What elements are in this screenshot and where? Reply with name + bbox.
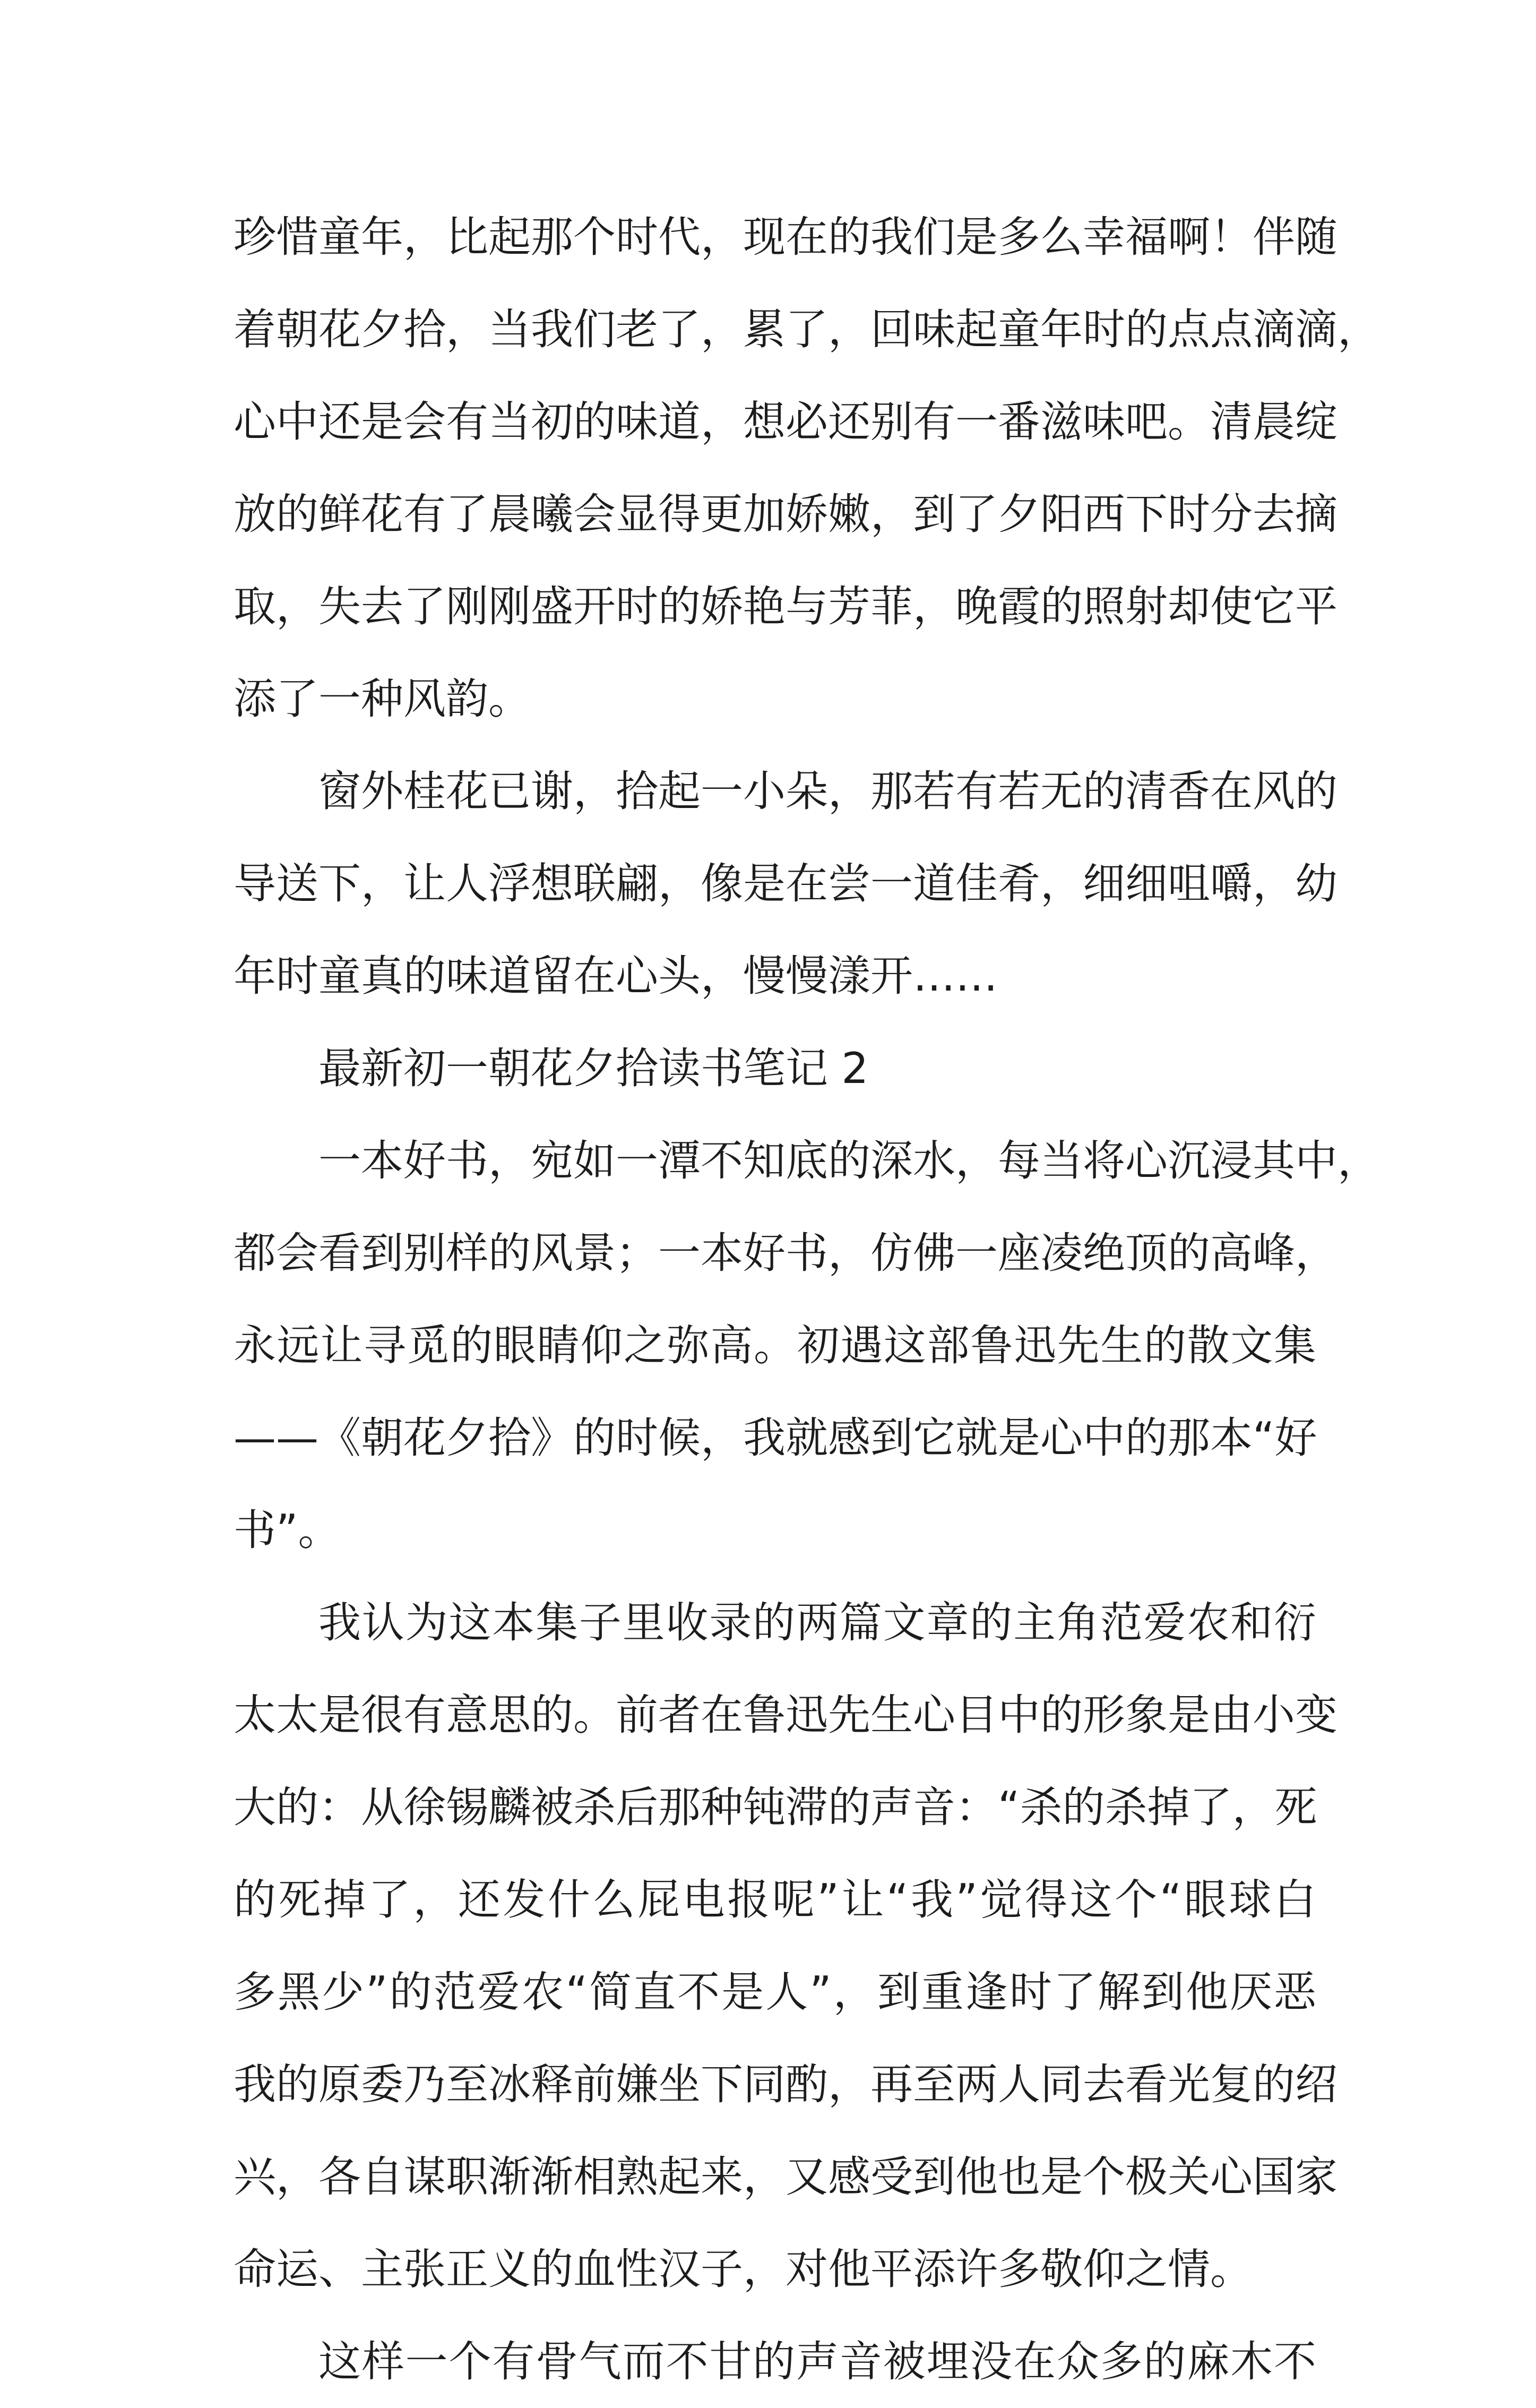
text-line: 心中还是会有当初的味道，想必还别有一番滋味吧。清晨绽 xyxy=(234,397,1337,446)
text-line: 的死掉了，还发什么屁电报呢”让“我”觉得这个“眼球白 xyxy=(234,1875,1316,1924)
text-line: 我的原委乃至冰释前嫌坐下同酌，再至两人同去看光复的绍 xyxy=(234,2060,1337,2109)
text-line: 大的：从徐锡麟被杀后那种钝滞的声音：“杀的杀掉了，死 xyxy=(234,1783,1317,1832)
text-line: 这样一个有骨气而不甘的声音被埋没在众多的麻木不 xyxy=(318,2337,1316,2386)
text-line: 取，失去了刚刚盛开时的娇艳与芳菲，晚霞的照射却使它平 xyxy=(234,582,1337,631)
text-line: 窗外桂花已谢，拾起一小朵，那若有若无的清香在风的 xyxy=(318,767,1337,816)
text-line: 一本好书，宛如一潭不知底的深水，每当将心沉浸其中， xyxy=(318,1136,1380,1185)
text-line: 兴，各自谋职渐渐相熟起来，又感受到他也是个极关心国家 xyxy=(234,2152,1337,2201)
text-line: 年时童真的味道留在心头，慢慢漾开…… xyxy=(234,951,998,1001)
text-line: 多黑少”的范爱农“简直不是人”，到重逢时了解到他厌恶 xyxy=(234,1967,1316,2017)
text-line: 都会看到别样的风景；一本好书，仿佛一座凌绝顶的高峰， xyxy=(234,1228,1337,1278)
text-line: 我认为这本集子里收录的两篇文章的主角范爱农和衍 xyxy=(318,1598,1316,1647)
text-line: 添了一种风韵。 xyxy=(234,674,531,724)
text-line: 书”。 xyxy=(234,1506,341,1555)
text-line: 太太是很有意思的。前者在鲁迅先生心目中的形象是由小变 xyxy=(234,1690,1337,1740)
text-line: 珍惜童年，比起那个时代，现在的我们是多么幸福啊！伴随 xyxy=(234,212,1337,262)
text-line: 命运、主张正义的血性汉子，对他平添许多敬仰之情。 xyxy=(234,2244,1253,2294)
text-line: 永远让寻觅的眼睛仰之弥高。初遇这部鲁迅先生的散文集 xyxy=(234,1321,1316,1370)
section-heading: 最新初一朝花夕拾读书笔记 2 xyxy=(318,1044,869,1093)
text-line: 放的鲜花有了晨曦会显得更加娇嫩，到了夕阳西下时分去摘 xyxy=(234,489,1337,539)
text-line: 导送下，让人浮想联翩，像是在尝一道佳肴，细细咀嚼，幼 xyxy=(234,859,1337,908)
text-line: ——《朝花夕拾》的时候，我就感到它就是心中的那本“好 xyxy=(234,1413,1317,1463)
body-text xyxy=(234,191,1380,2408)
text-line: 着朝花夕拾，当我们老了，累了，回味起童年时的点点滴滴， xyxy=(234,305,1380,354)
